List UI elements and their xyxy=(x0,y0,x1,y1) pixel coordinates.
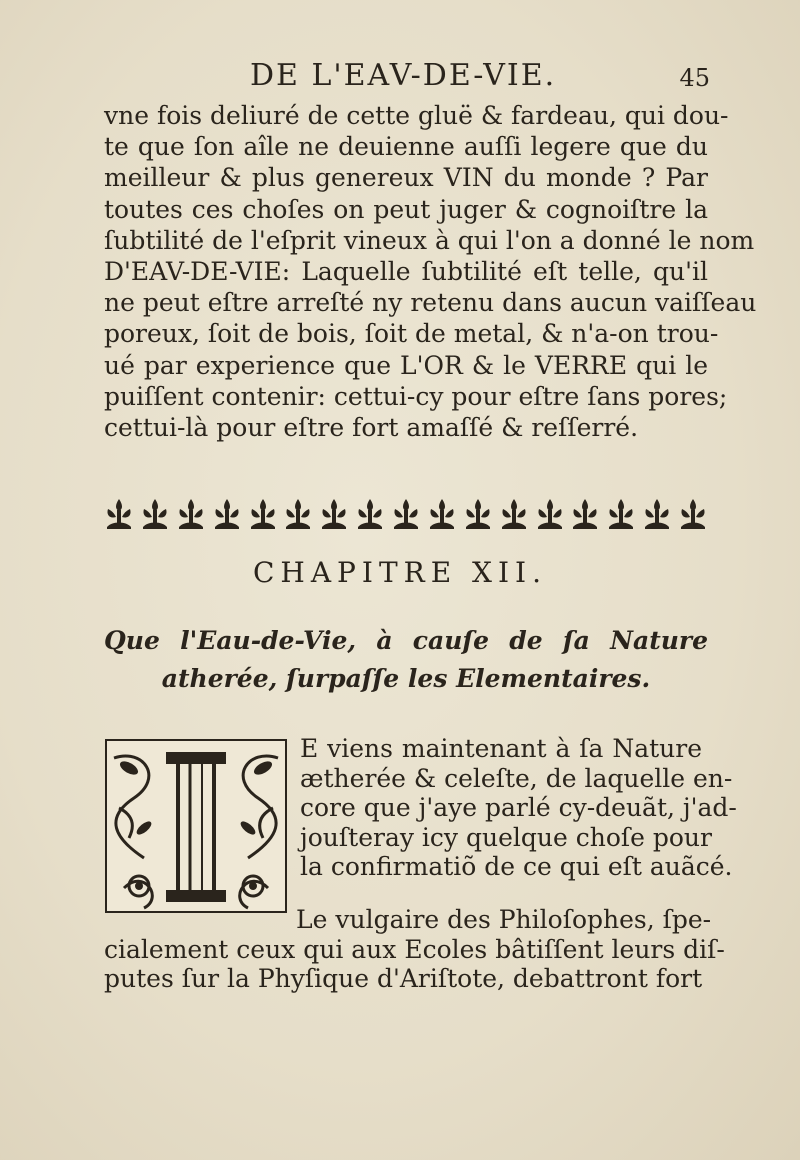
decorated-initial-icon xyxy=(104,738,288,914)
text-line: D'EAV-DE-VIE: Laquelle ſubtilité eſt telle, qu'il xyxy=(104,256,708,286)
chapter-title-line: atherée, ſurpaſſe les Elementaires. xyxy=(161,664,651,693)
body-text xyxy=(104,100,757,443)
page-number: 45 xyxy=(679,64,710,92)
text-line: vne fois deliuré de cette gluë & fardeau, qui dou- xyxy=(104,101,729,130)
chapter-heading: CHAPITRE XII. xyxy=(252,556,547,589)
text-line: ætherée & celeſte, de laquelle en- xyxy=(300,763,733,793)
paragraph-top xyxy=(300,734,737,882)
fleuron-icon xyxy=(606,497,636,531)
text-line: toutes ces choſes on peut juger & cognoiſtre la xyxy=(104,194,708,224)
text-line: ne peut eſtre arreſté ny retenu dans aucun vaiſſeau xyxy=(104,288,757,318)
fleuron-icon xyxy=(140,497,170,531)
fleuron-icon xyxy=(427,497,457,531)
fleuron-icon xyxy=(283,497,313,531)
fleuron-icon xyxy=(248,497,278,531)
fleuron-icon xyxy=(535,497,565,531)
chapter-title-line: Que l'Eau-de-Vie, à cauſe de ſa Nature xyxy=(104,626,708,655)
text-line: Le vulgaire des Philoſophes, ſpe- xyxy=(296,905,712,934)
text-line: te que ſon aîle ne deuienne auſſi legere que du xyxy=(104,132,708,162)
text-line: cettui-là pour eſtre fort amaſſé & reſſerré. xyxy=(104,412,639,442)
fleuron-icon xyxy=(499,497,529,531)
text-line: E viens maintenant à ſa Nature xyxy=(300,734,702,763)
text-line: core que j'aye parlé cy-deuãt, j'ad- xyxy=(300,793,737,822)
fleuron-icon xyxy=(355,497,385,531)
running-head xyxy=(100,58,710,98)
text-line: puiſſent contenir: cettui-cy pour eſtre ſans pores; xyxy=(104,381,728,411)
fleuron-icon xyxy=(319,497,349,531)
text-line: la confirmatiõ de ce qui eſt auãcé. xyxy=(300,852,733,881)
text-line: ué par experience que L'OR & le VERRE qui le xyxy=(104,350,708,380)
fleuron-icon xyxy=(104,497,134,531)
ornament-border xyxy=(104,494,708,534)
text-line: poreux, ſoit de bois, ſoit de metal, & n'a-on trou- xyxy=(104,319,719,349)
fleuron-icon xyxy=(391,497,421,531)
text-line: ſubtilité de l'eſprit vineux à qui l'on a donné le nom xyxy=(104,225,755,255)
text-line: meilleur & plus genereux VIN du monde ? Par xyxy=(104,163,708,193)
fleuron-icon xyxy=(570,497,600,531)
text-line: cialement ceux qui aux Ecoles bâtiſſent leurs diſ- xyxy=(104,934,725,964)
fleuron-icon xyxy=(176,497,206,531)
text-line: jouſteray icy quelque choſe pour xyxy=(300,822,712,852)
text-line: putes ſur la Phyſique d'Ariſtote, debattront fort xyxy=(104,964,703,993)
running-title: DE L'EAV-DE-VIE. xyxy=(250,58,557,93)
fleuron-icon xyxy=(678,497,708,531)
fleuron-icon xyxy=(212,497,242,531)
paragraph-bottom xyxy=(104,905,725,994)
fleuron-icon xyxy=(463,497,493,531)
fleuron-icon xyxy=(642,497,672,531)
